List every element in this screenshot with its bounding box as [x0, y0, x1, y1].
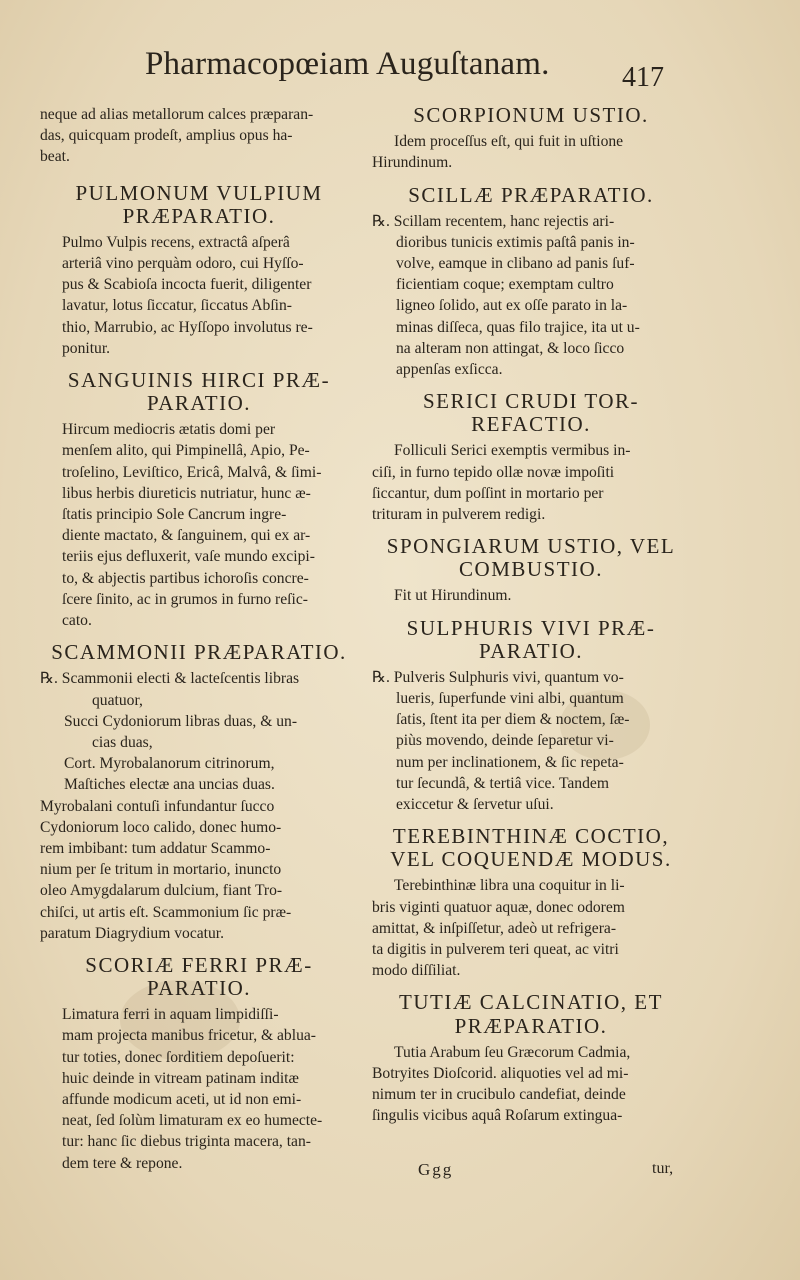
heading-line: SANGUINIS HIRCI PRÆ-: [67, 368, 331, 393]
section-text: [40, 796, 358, 944]
text-line: cias duas,: [92, 733, 153, 751]
text-line: ciſi, in furno tepido ollæ novæ impoſiti: [372, 463, 615, 481]
text-line: libus herbis diureticis nutriatur, hunc æ-: [62, 484, 311, 502]
text-line: nimum ter in crucibulo candefiat, deinde: [372, 1086, 626, 1104]
heading-line: COMBUSTIO.: [459, 557, 603, 582]
heading-line: SCORIÆ FERRI PRÆ-: [85, 952, 313, 977]
text-line: piùs movendo, deinde ſeparetur vi-: [396, 732, 614, 750]
text-line: volve, eamque in clibano ad panis ſuf-: [396, 255, 635, 272]
text-line: bris viginti quatuor aquæ, donec odorem: [372, 898, 625, 916]
text-line: diente mactato, & ſanguinem, qui ex ar-: [62, 527, 311, 545]
text-line: Succi Cydoniorum libras duas, & un-: [64, 712, 298, 730]
heading-line: SCILLÆ PRÆPARATIO.: [408, 182, 654, 207]
text-line: ℞. Scammonii electi & lacteſcentis libras: [40, 670, 300, 688]
text-line: ℞. Pulveris Sulphuris vivi, quantum vo-: [372, 668, 624, 686]
section-tutiae: [372, 991, 690, 1126]
text-line: appenſas exſicca.: [396, 361, 503, 379]
text-line: Limatura ferri in aquam limpidiſſi-: [62, 1006, 279, 1024]
text-line: Hirundinum.: [372, 154, 453, 172]
section-text: [372, 211, 690, 381]
text-line: rem imbibant: tum addatur Scammo-: [40, 839, 271, 857]
signature-mark: Ggg: [418, 1160, 454, 1179]
text-line: teriis ejus defluxerit, vaſe mundo excipi-: [62, 548, 315, 566]
text-line: pus & Scabioſa incocta fuerit, diligenter: [62, 276, 312, 294]
page-number: 417: [622, 62, 664, 93]
section-text: [40, 1004, 358, 1174]
text-line: lueris, ſuperfunde vini albi, quantum: [396, 690, 624, 707]
section-heading: [372, 825, 690, 871]
heading-line: PARATIO.: [479, 638, 583, 663]
text-line: ficientiam coque; exemptam cultro: [396, 276, 614, 294]
text-line: ſatis, ſtent ita per diem & noctem, ſæ-: [396, 711, 630, 729]
heading-line: VEL COQUENDÆ MODUS.: [390, 847, 672, 872]
text-line: cato.: [62, 612, 92, 630]
left-column: [40, 104, 358, 1174]
section-sanguinis: [40, 369, 358, 631]
heading-line: SERICI CRUDI TOR-: [422, 389, 640, 414]
intro-paragraph: [40, 104, 358, 168]
text-line: neat, ſed ſolùm limaturam ex eo humecte-: [62, 1112, 323, 1130]
text-line: tur ſecundâ, & tertiâ vice. Tandem: [396, 774, 609, 792]
text-line: ſingulis vicibus aquâ Roſarum extingua-: [372, 1107, 623, 1125]
text-line: das, quicquam prodeſt, amplius opus ha-: [40, 127, 293, 145]
text-line: Cort. Myrobalanorum citrinorum,: [64, 755, 275, 773]
text-line: Tutia Arabum ſeu Græcorum Cadmia,: [394, 1043, 631, 1061]
text-line: minas diſſeca, quas filo trajice, ita ut u-: [396, 318, 640, 336]
section-scoriae: [40, 954, 358, 1174]
text-line: modo diſſiliat.: [372, 962, 461, 980]
section-text: [372, 667, 690, 815]
section-spongiarum: [372, 535, 690, 606]
text-line: beat.: [40, 148, 70, 166]
section-scammonii: [40, 641, 358, 944]
section-scillae: [372, 184, 690, 381]
heading-line: PARATIO.: [147, 976, 251, 1001]
text-line: Cydoniorum loco calido, donec humo-: [40, 818, 282, 836]
text-line: dem tere & repone.: [62, 1154, 183, 1172]
text-line: Terebinthinæ libra una coquitur in li-: [394, 877, 625, 895]
section-heading: [372, 617, 690, 663]
heading-line: SCORPIONUM USTIO.: [413, 103, 649, 127]
section-text: [40, 232, 358, 359]
text-line: quatuor,: [92, 691, 143, 709]
section-heading: [40, 369, 358, 415]
text-line: ta digitis in pulverem teri queat, ac vitri: [372, 941, 619, 959]
section-text: [372, 585, 690, 606]
text-line: tur: hanc ſic diebus triginta macera, tan-: [62, 1133, 311, 1151]
text-line: amittat, & inſpiſſetur, adeò ut refrigera-: [372, 919, 617, 937]
text-line: menſem alito, qui Pimpinellâ, Apio, Pe-: [62, 442, 310, 460]
text-line: paratum Diagrydium vocatur.: [40, 924, 225, 942]
text-line: lavatur, lotus ſiccatur, ſiccatus Abſin-: [62, 297, 292, 315]
text-line: ponitur.: [62, 339, 111, 357]
text-line: na alteram non attingat, & loco ſicco: [396, 339, 625, 357]
text-line: affunde modicum aceti, ut id non emi-: [62, 1090, 302, 1108]
text-line: Botryites Dioſcorid. aliquoties vel ad mi-: [372, 1064, 629, 1082]
catchword: tur,: [652, 1160, 674, 1177]
section-text: [40, 419, 358, 631]
text-line: arteriâ vino perquàm odoro, cui Hyſſo-: [62, 255, 304, 272]
heading-line: TEREBINTHINÆ COCTIO,: [392, 824, 670, 849]
right-column: [372, 104, 690, 1126]
section-heading: [40, 641, 358, 664]
text-line: mam projecta manibus fricetur, & ablua-: [62, 1027, 316, 1045]
heading-line: PULMONUM VULPIUM: [75, 180, 323, 205]
section-pulmonum: [40, 182, 358, 359]
section-text: [372, 440, 690, 525]
text-line: trituram in pulverem redigi.: [372, 506, 546, 524]
heading-line: PRÆPARATIO.: [454, 1013, 608, 1038]
section-heading: [372, 184, 690, 207]
section-sulphuris: [372, 617, 690, 816]
heading-line: PARATIO.: [147, 391, 251, 416]
text-line: Maſtiches electæ ana uncias duas.: [64, 776, 275, 794]
section-heading: [40, 182, 358, 228]
heading-line: SPONGIARUM USTIO, VEL: [386, 534, 676, 559]
text-line: Idem proceſſus eſt, qui fuit in uſtione: [394, 133, 624, 151]
text-line: ſiccantur, dum poſſint in mortario per: [372, 484, 604, 502]
text-line: Hircum mediocris ætatis domi per: [62, 421, 276, 439]
text-line: dioribus tunicis extimis paſtâ panis in-: [396, 233, 635, 251]
text-line: num per inclinationem, & ſic repeta-: [396, 753, 624, 771]
section-scorpionum: [372, 104, 690, 174]
heading-line: PRÆPARATIO.: [122, 203, 276, 228]
section-heading: [372, 390, 690, 436]
text-line: thio, Marrubio, ac Hyſſopo involutus re-: [62, 318, 313, 336]
text-line: huic deinde in vitream patinam inditæ: [62, 1069, 299, 1087]
text-line: tur toties, donec ſorditiem depoſuerit:: [62, 1048, 295, 1066]
text-line: Folliculi Serici exemptis vermibus in-: [394, 442, 631, 460]
heading-line: TUTIÆ CALCINATIO, ET: [399, 990, 663, 1015]
section-heading: [40, 954, 358, 1000]
text-line: ℞. Scillam recentem, hanc rejectis ari-: [372, 212, 615, 230]
text-line: Myrobalani contuſi infundantur ſucco: [40, 797, 275, 815]
running-head: Pharmacopœiam Auguſtanam.: [145, 46, 550, 82]
text-line: oleo Amygdalarum dulcium, fiant Tro-: [40, 882, 283, 900]
section-serici: [372, 390, 690, 525]
text-line: chiſci, ut artis eſt. Scammonium ſic præ-: [40, 903, 292, 921]
text-line: neque ad alias metallorum calces præparan-: [40, 106, 314, 123]
heading-line: SCAMMONII PRÆPARATIO.: [51, 640, 347, 665]
text-line: nium per ſe tritum in mortario, inuncto: [40, 861, 282, 879]
heading-line: SULPHURIS VIVI PRÆ-: [406, 615, 656, 640]
text-line: ligneo ſolido, aut ex oſſe parato in la-: [396, 297, 628, 315]
section-heading: [372, 535, 690, 581]
section-text: [372, 875, 690, 981]
section-heading: [372, 104, 690, 127]
text-line: Fit ut Hirundinum.: [394, 587, 512, 605]
recipe-block: [40, 668, 358, 795]
text-line: to, & abjectis partibus ichoroſis concre-: [62, 569, 309, 587]
section-heading: [372, 991, 690, 1037]
section-terebinthinae: [372, 825, 690, 981]
heading-line: REFACTIO.: [471, 412, 591, 437]
section-text: [372, 131, 690, 173]
section-text: [372, 1042, 690, 1127]
text-line: ſtatis principio Sole Cancrum ingre-: [62, 506, 287, 524]
text-line: troſelino, Leviſtico, Ericâ, Malvâ, & ſimi-: [62, 463, 322, 481]
text-line: ſcere ſinito, ac in grumos in furno reſic-: [62, 590, 308, 608]
text-line: exiccetur & ſervetur uſui.: [396, 796, 554, 814]
text-line: Pulmo Vulpis recens, extractâ aſperâ: [62, 233, 290, 251]
